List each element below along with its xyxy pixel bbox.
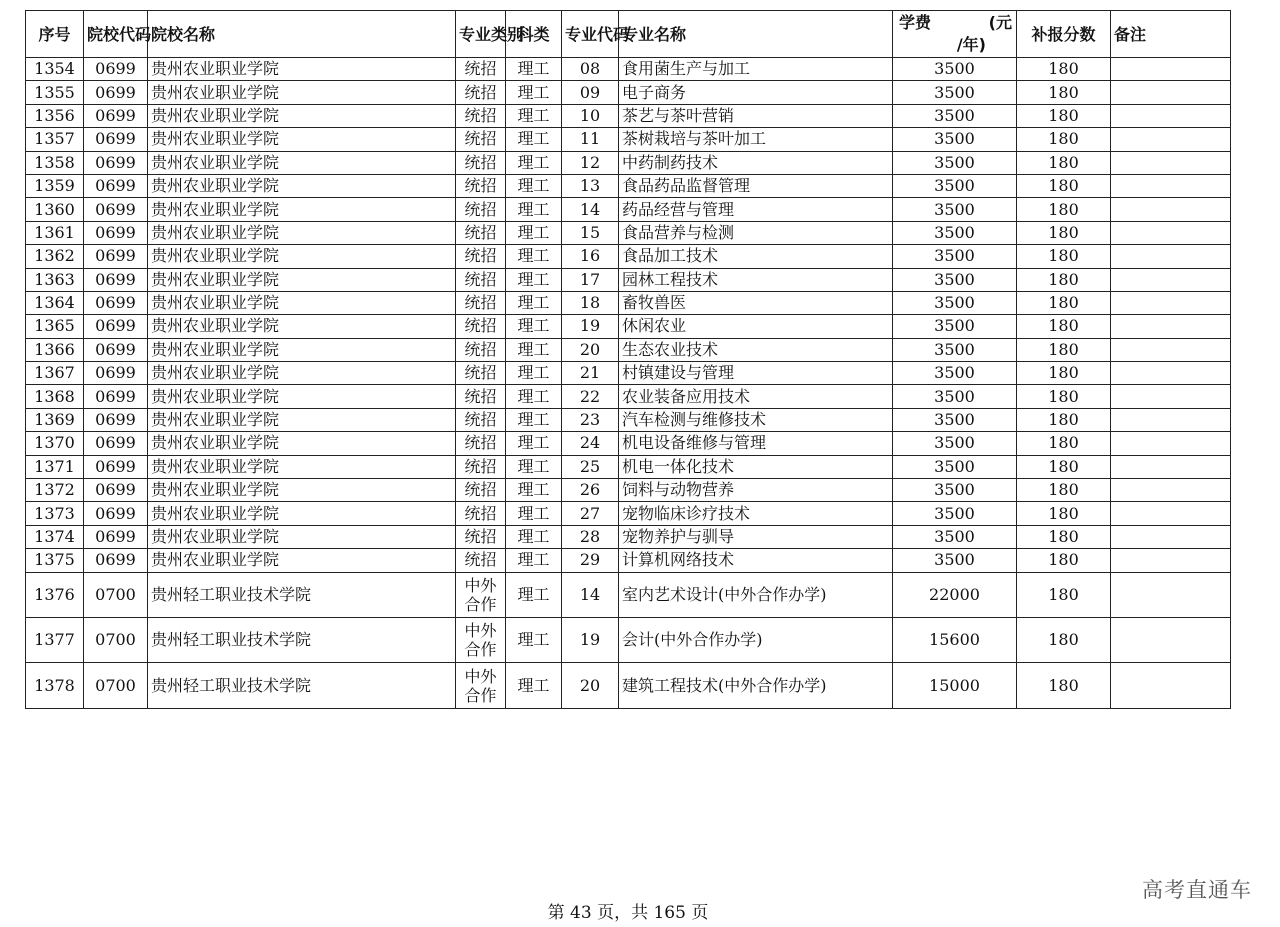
cell-score: 180 [1017, 315, 1111, 338]
cell-major-type: 统招 [456, 525, 506, 548]
cell-major-type: 统招 [456, 549, 506, 572]
table-row [26, 81, 1231, 104]
cell-subject: 理工 [506, 221, 562, 244]
cell-fee: 3500 [893, 455, 1017, 478]
header-major-type: 专业类别 [456, 11, 506, 58]
cell-fee: 3500 [893, 385, 1017, 408]
cell-subject: 理工 [506, 174, 562, 197]
cell-fee: 15000 [893, 663, 1017, 708]
cell-major-type: 统招 [456, 245, 506, 268]
cell-subject: 理工 [506, 502, 562, 525]
cell-major-name: 计算机网络技术 [619, 549, 893, 572]
cell-major-code: 13 [562, 174, 619, 197]
cell-school-code: 0699 [84, 151, 148, 174]
cell-score: 180 [1017, 268, 1111, 291]
table-row [26, 315, 1231, 338]
cell-major-type: 统招 [456, 81, 506, 104]
cell-major-type [456, 617, 506, 662]
cell-note [1111, 315, 1231, 338]
cell-school-name: 贵州农业职业学院 [148, 104, 456, 127]
page-footer: 第 43 页，共 165 页 [547, 903, 709, 923]
cell-school-code: 0699 [84, 432, 148, 455]
table-row [26, 385, 1231, 408]
cell-school-name: 贵州农业职业学院 [148, 268, 456, 291]
cell-school-code: 0699 [84, 174, 148, 197]
cell-major-code: 19 [562, 617, 619, 662]
cell-major-name: 生态农业技术 [619, 338, 893, 361]
cell-fee: 3500 [893, 315, 1017, 338]
cell-score: 180 [1017, 362, 1111, 385]
cell-major-name: 药品经营与管理 [619, 198, 893, 221]
cell-major-name: 会计(中外合作办学) [619, 617, 893, 662]
cell-subject: 理工 [506, 362, 562, 385]
cell-school-name: 贵州农业职业学院 [148, 432, 456, 455]
cell-school-code: 0700 [84, 572, 148, 617]
cell-major-type-text: 中外合作 [464, 666, 497, 705]
cell-school-code: 0699 [84, 315, 148, 338]
cell-major-type [456, 572, 506, 617]
table-row [26, 221, 1231, 244]
cell-major-name: 室内艺术设计(中外合作办学) [619, 572, 893, 617]
cell-school-name: 贵州农业职业学院 [148, 128, 456, 151]
cell-fee: 22000 [893, 572, 1017, 617]
cell-major-code: 14 [562, 572, 619, 617]
cell-score: 180 [1017, 245, 1111, 268]
cell-major-code: 08 [562, 58, 619, 81]
cell-seq: 1361 [26, 221, 84, 244]
cell-subject: 理工 [506, 104, 562, 127]
cell-major-type: 统招 [456, 338, 506, 361]
cell-school-name: 贵州农业职业学院 [148, 245, 456, 268]
header-subject: 科类 [506, 11, 562, 58]
header-major-name: 专业名称 [619, 11, 893, 58]
cell-major-type: 统招 [456, 104, 506, 127]
cell-note [1111, 617, 1231, 662]
cell-major-name: 建筑工程技术(中外合作办学) [619, 663, 893, 708]
admission-table [25, 10, 1231, 709]
header-row [26, 11, 1231, 58]
cell-major-name: 宠物养护与驯导 [619, 525, 893, 548]
cell-fee: 3500 [893, 549, 1017, 572]
cell-seq: 1371 [26, 455, 84, 478]
cell-major-name: 休闲农业 [619, 315, 893, 338]
cell-note [1111, 221, 1231, 244]
cell-score: 180 [1017, 549, 1111, 572]
cell-score: 180 [1017, 502, 1111, 525]
cell-school-name: 贵州农业职业学院 [148, 221, 456, 244]
cell-school-code: 0699 [84, 525, 148, 548]
table-row [26, 617, 1231, 662]
table-row [26, 572, 1231, 617]
cell-school-code: 0699 [84, 549, 148, 572]
cell-score: 180 [1017, 479, 1111, 502]
cell-score: 180 [1017, 291, 1111, 314]
cell-score: 180 [1017, 58, 1111, 81]
header-school-name: 院校名称 [148, 11, 456, 58]
cell-school-name: 贵州农业职业学院 [148, 174, 456, 197]
table-row [26, 151, 1231, 174]
cell-major-code: 27 [562, 502, 619, 525]
cell-school-name: 贵州农业职业学院 [148, 81, 456, 104]
cell-fee: 3500 [893, 174, 1017, 197]
cell-seq: 1376 [26, 572, 84, 617]
cell-fee: 3500 [893, 432, 1017, 455]
cell-fee: 15600 [893, 617, 1017, 662]
cell-subject: 理工 [506, 291, 562, 314]
cell-subject: 理工 [506, 432, 562, 455]
table-row [26, 663, 1231, 708]
cell-school-name: 贵州农业职业学院 [148, 362, 456, 385]
table-row [26, 549, 1231, 572]
cell-major-name: 茶树栽培与茶叶加工 [619, 128, 893, 151]
cell-fee: 3500 [893, 245, 1017, 268]
cell-major-type: 统招 [456, 455, 506, 478]
cell-major-code: 21 [562, 362, 619, 385]
cell-fee: 3500 [893, 81, 1017, 104]
cell-major-type: 统招 [456, 315, 506, 338]
cell-subject: 理工 [506, 617, 562, 662]
cell-score: 180 [1017, 408, 1111, 431]
header-fee-label: 学费 [899, 13, 932, 32]
cell-seq: 1377 [26, 617, 84, 662]
cell-score: 180 [1017, 81, 1111, 104]
cell-fee: 3500 [893, 221, 1017, 244]
cell-major-name: 茶艺与茶叶营销 [619, 104, 893, 127]
table-row [26, 268, 1231, 291]
cell-fee: 3500 [893, 338, 1017, 361]
cell-note [1111, 81, 1231, 104]
cell-seq: 1364 [26, 291, 84, 314]
cell-major-type: 统招 [456, 362, 506, 385]
table-row [26, 128, 1231, 151]
header-fee-unit-open: (元 [988, 13, 1012, 32]
cell-major-type: 统招 [456, 291, 506, 314]
cell-major-type: 统招 [456, 221, 506, 244]
cell-fee: 3500 [893, 362, 1017, 385]
cell-note [1111, 549, 1231, 572]
cell-school-code: 0699 [84, 221, 148, 244]
cell-subject: 理工 [506, 525, 562, 548]
cell-school-name: 贵州农业职业学院 [148, 455, 456, 478]
cell-subject: 理工 [506, 338, 562, 361]
cell-major-type: 统招 [456, 432, 506, 455]
cell-major-type: 统招 [456, 479, 506, 502]
cell-school-code: 0699 [84, 245, 148, 268]
cell-major-code: 26 [562, 479, 619, 502]
cell-major-code: 20 [562, 338, 619, 361]
cell-school-code: 0699 [84, 455, 148, 478]
cell-school-name: 贵州农业职业学院 [148, 525, 456, 548]
cell-fee: 3500 [893, 198, 1017, 221]
cell-major-code: 11 [562, 128, 619, 151]
header-seq: 序号 [26, 11, 84, 58]
cell-school-code: 0699 [84, 362, 148, 385]
cell-score: 180 [1017, 617, 1111, 662]
cell-note [1111, 128, 1231, 151]
cell-school-name: 贵州农业职业学院 [148, 549, 456, 572]
table-row [26, 432, 1231, 455]
cell-score: 180 [1017, 174, 1111, 197]
cell-major-code: 12 [562, 151, 619, 174]
cell-seq: 1360 [26, 198, 84, 221]
cell-seq: 1369 [26, 408, 84, 431]
cell-seq: 1358 [26, 151, 84, 174]
cell-score: 180 [1017, 663, 1111, 708]
cell-note [1111, 455, 1231, 478]
cell-major-name: 宠物临床诊疗技术 [619, 502, 893, 525]
cell-major-name: 饲料与动物营养 [619, 479, 893, 502]
cell-fee: 3500 [893, 408, 1017, 431]
cell-fee: 3500 [893, 104, 1017, 127]
cell-score: 180 [1017, 432, 1111, 455]
cell-major-name: 机电一体化技术 [619, 455, 893, 478]
cell-major-code: 22 [562, 385, 619, 408]
cell-major-name: 电子商务 [619, 81, 893, 104]
cell-seq: 1357 [26, 128, 84, 151]
cell-seq: 1354 [26, 58, 84, 81]
cell-school-code: 0699 [84, 502, 148, 525]
cell-seq: 1375 [26, 549, 84, 572]
cell-subject: 理工 [506, 408, 562, 431]
cell-school-code: 0699 [84, 408, 148, 431]
cell-major-name: 食品药品监督管理 [619, 174, 893, 197]
cell-major-code: 23 [562, 408, 619, 431]
cell-major-code: 15 [562, 221, 619, 244]
cell-school-code: 0699 [84, 198, 148, 221]
table-row [26, 58, 1231, 81]
cell-major-type: 统招 [456, 385, 506, 408]
header-note: 备注 [1111, 11, 1231, 58]
cell-note [1111, 174, 1231, 197]
cell-score: 180 [1017, 338, 1111, 361]
cell-school-name: 贵州农业职业学院 [148, 198, 456, 221]
cell-subject: 理工 [506, 479, 562, 502]
cell-subject: 理工 [506, 245, 562, 268]
cell-seq: 1372 [26, 479, 84, 502]
cell-school-code: 0700 [84, 663, 148, 708]
cell-school-name: 贵州农业职业学院 [148, 315, 456, 338]
cell-school-name: 贵州农业职业学院 [148, 338, 456, 361]
cell-major-type [456, 663, 506, 708]
cell-major-type: 统招 [456, 151, 506, 174]
cell-score: 180 [1017, 221, 1111, 244]
header-major-code: 专业代码 [562, 11, 619, 58]
cell-note [1111, 268, 1231, 291]
cell-school-code: 0699 [84, 385, 148, 408]
cell-school-code: 0700 [84, 617, 148, 662]
table-row [26, 479, 1231, 502]
cell-seq: 1367 [26, 362, 84, 385]
cell-seq: 1365 [26, 315, 84, 338]
cell-major-code: 10 [562, 104, 619, 127]
cell-major-code: 14 [562, 198, 619, 221]
cell-major-type: 统招 [456, 502, 506, 525]
cell-note [1111, 338, 1231, 361]
cell-major-code: 24 [562, 432, 619, 455]
table-row [26, 198, 1231, 221]
cell-seq: 1368 [26, 385, 84, 408]
cell-school-name: 贵州轻工职业技术学院 [148, 617, 456, 662]
header-fee-unit-close: /年) [956, 35, 986, 54]
cell-fee: 3500 [893, 128, 1017, 151]
cell-seq: 1363 [26, 268, 84, 291]
cell-fee: 3500 [893, 502, 1017, 525]
cell-score: 180 [1017, 151, 1111, 174]
cell-school-name: 贵州轻工职业技术学院 [148, 663, 456, 708]
cell-subject: 理工 [506, 198, 562, 221]
cell-school-code: 0699 [84, 479, 148, 502]
table-row [26, 174, 1231, 197]
cell-major-type-text: 中外合作 [464, 575, 497, 614]
cell-school-code: 0699 [84, 104, 148, 127]
cell-score: 180 [1017, 572, 1111, 617]
cell-school-code: 0699 [84, 268, 148, 291]
cell-school-name: 贵州农业职业学院 [148, 502, 456, 525]
cell-school-name: 贵州农业职业学院 [148, 479, 456, 502]
cell-note [1111, 479, 1231, 502]
cell-school-code: 0699 [84, 338, 148, 361]
header-fee [893, 11, 1017, 58]
cell-school-code: 0699 [84, 128, 148, 151]
cell-score: 180 [1017, 455, 1111, 478]
cell-major-code: 18 [562, 291, 619, 314]
cell-note [1111, 663, 1231, 708]
cell-school-name: 贵州农业职业学院 [148, 151, 456, 174]
cell-note [1111, 408, 1231, 431]
cell-fee: 3500 [893, 525, 1017, 548]
cell-subject: 理工 [506, 385, 562, 408]
table-row [26, 291, 1231, 314]
cell-note [1111, 291, 1231, 314]
cell-major-name: 机电设备维修与管理 [619, 432, 893, 455]
cell-major-type: 统招 [456, 128, 506, 151]
cell-major-name: 中药制药技术 [619, 151, 893, 174]
cell-major-type: 统招 [456, 174, 506, 197]
cell-subject: 理工 [506, 572, 562, 617]
cell-major-code: 16 [562, 245, 619, 268]
cell-subject: 理工 [506, 58, 562, 81]
cell-seq: 1359 [26, 174, 84, 197]
cell-note [1111, 245, 1231, 268]
cell-major-name: 园林工程技术 [619, 268, 893, 291]
table-row [26, 104, 1231, 127]
cell-score: 180 [1017, 128, 1111, 151]
cell-subject: 理工 [506, 455, 562, 478]
table-row [26, 525, 1231, 548]
cell-major-name: 食品营养与检测 [619, 221, 893, 244]
cell-school-name: 贵州农业职业学院 [148, 408, 456, 431]
table-row [26, 502, 1231, 525]
cell-school-name: 贵州农业职业学院 [148, 58, 456, 81]
cell-note [1111, 198, 1231, 221]
cell-subject: 理工 [506, 663, 562, 708]
cell-major-name: 食用菌生产与加工 [619, 58, 893, 81]
table-row [26, 455, 1231, 478]
cell-score: 180 [1017, 198, 1111, 221]
cell-major-name: 村镇建设与管理 [619, 362, 893, 385]
cell-school-code: 0699 [84, 58, 148, 81]
cell-note [1111, 432, 1231, 455]
cell-school-code: 0699 [84, 291, 148, 314]
table-row [26, 338, 1231, 361]
cell-fee: 3500 [893, 479, 1017, 502]
cell-note [1111, 502, 1231, 525]
cell-major-name: 畜牧兽医 [619, 291, 893, 314]
cell-subject: 理工 [506, 81, 562, 104]
cell-major-name: 农业装备应用技术 [619, 385, 893, 408]
watermark-brand: 高考直通车 [1142, 878, 1252, 902]
cell-note [1111, 572, 1231, 617]
cell-score: 180 [1017, 104, 1111, 127]
header-school-code: 院校代码 [84, 11, 148, 58]
cell-seq: 1374 [26, 525, 84, 548]
cell-major-type: 统招 [456, 58, 506, 81]
cell-school-name: 贵州轻工职业技术学院 [148, 572, 456, 617]
cell-note [1111, 104, 1231, 127]
cell-fee: 3500 [893, 291, 1017, 314]
cell-major-code: 17 [562, 268, 619, 291]
header-score: 补报分数 [1017, 11, 1111, 58]
cell-note [1111, 525, 1231, 548]
cell-major-type: 统招 [456, 268, 506, 291]
cell-score: 180 [1017, 525, 1111, 548]
cell-seq: 1373 [26, 502, 84, 525]
cell-subject: 理工 [506, 315, 562, 338]
cell-school-code: 0699 [84, 81, 148, 104]
cell-note [1111, 362, 1231, 385]
cell-subject: 理工 [506, 128, 562, 151]
cell-major-code: 20 [562, 663, 619, 708]
cell-major-code: 28 [562, 525, 619, 548]
cell-major-code: 25 [562, 455, 619, 478]
cell-fee: 3500 [893, 58, 1017, 81]
cell-major-code: 29 [562, 549, 619, 572]
cell-school-name: 贵州农业职业学院 [148, 291, 456, 314]
cell-seq: 1356 [26, 104, 84, 127]
cell-score: 180 [1017, 385, 1111, 408]
cell-note [1111, 385, 1231, 408]
cell-note [1111, 151, 1231, 174]
cell-fee: 3500 [893, 151, 1017, 174]
cell-seq: 1378 [26, 663, 84, 708]
cell-school-name: 贵州农业职业学院 [148, 385, 456, 408]
cell-subject: 理工 [506, 549, 562, 572]
cell-major-code: 19 [562, 315, 619, 338]
table-row [26, 245, 1231, 268]
cell-seq: 1370 [26, 432, 84, 455]
table-row [26, 408, 1231, 431]
cell-major-name: 食品加工技术 [619, 245, 893, 268]
cell-seq: 1366 [26, 338, 84, 361]
cell-major-name: 汽车检测与维修技术 [619, 408, 893, 431]
cell-fee: 3500 [893, 268, 1017, 291]
cell-major-code: 09 [562, 81, 619, 104]
cell-major-type-text: 中外合作 [464, 621, 497, 660]
cell-seq: 1355 [26, 81, 84, 104]
cell-subject: 理工 [506, 268, 562, 291]
cell-subject: 理工 [506, 151, 562, 174]
cell-seq: 1362 [26, 245, 84, 268]
table-row [26, 362, 1231, 385]
cell-major-type: 统招 [456, 408, 506, 431]
cell-note [1111, 58, 1231, 81]
cell-major-type: 统招 [456, 198, 506, 221]
